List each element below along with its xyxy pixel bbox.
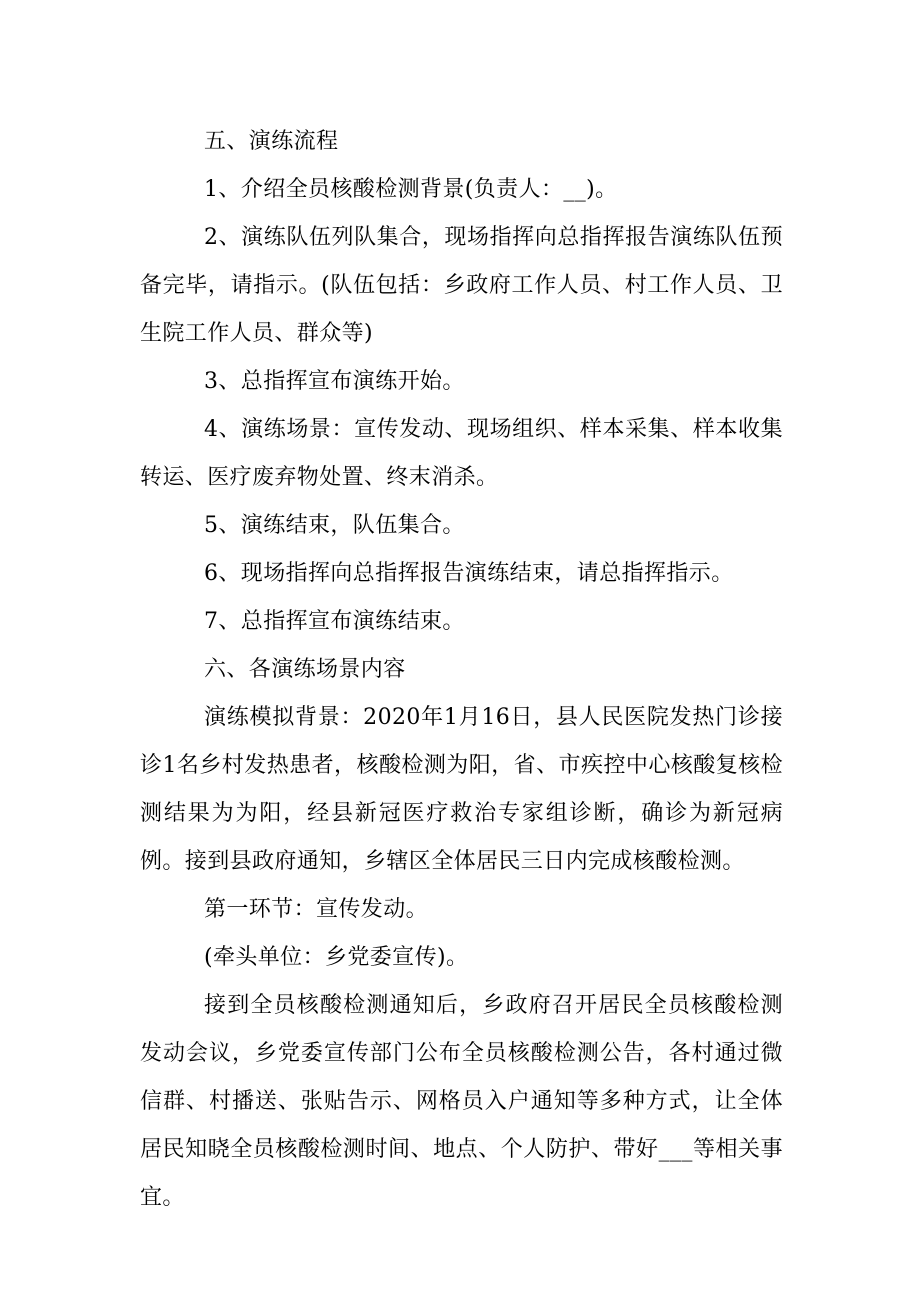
list-item: 1、介绍全员核酸检测背景(负责人：__)。 bbox=[204, 177, 618, 202]
section-heading-scenario-content: 六、各演练场景内容 bbox=[204, 657, 406, 682]
list-item: 2、演练队伍列队集合，现场指挥向总指挥报告演练队伍预备完毕，请指示。(队伍包括：乡政府工作人员、村工作人员、卫生院工作人员、群众等) bbox=[140, 225, 783, 346]
body-paragraph: 演练模拟背景：2020年1月16日，县人民医院发热门诊接诊1名乡村发热患者，核酸检测为阳，省、市疾控中心核酸复核检测结果为为阳，经县新冠医疗救治专家组诊断，确诊为新冠病例。接到县政府通知，乡辖区全体居民三日内完成核酸检测。 bbox=[140, 705, 783, 874]
list-item: 6、现场指挥向总指挥报告演练结束，请总指挥指示。 bbox=[204, 561, 734, 586]
document-body bbox=[140, 118, 783, 1222]
body-paragraph: 接到全员核酸检测通知后，乡政府召开居民全员核酸检测发动会议，乡党委宣传部门公布全员核酸检测公告，各村通过微信群、村播送、张贴告示、网格员入户通知等多种方式，让全体居民知晓全员核酸检测时间、地点、个人防护、带好___等相关事宜。 bbox=[140, 993, 783, 1210]
list-item: 4、演练场景：宣传发动、现场组织、样本采集、样本收集转运、医疗废弃物处置、终末消杀。 bbox=[140, 417, 783, 490]
list-item: 7、总指挥宣布演练结束。 bbox=[204, 609, 465, 634]
lead-unit-note: (牵头单位：乡党委宣传)。 bbox=[204, 945, 469, 970]
list-item: 3、总指挥宣布演练开始。 bbox=[204, 369, 465, 394]
section-heading-drill-process: 五、演练流程 bbox=[204, 129, 339, 154]
subsection-heading: 第一环节：宣传发动。 bbox=[204, 897, 429, 922]
list-item: 5、演练结束，队伍集合。 bbox=[204, 513, 465, 538]
